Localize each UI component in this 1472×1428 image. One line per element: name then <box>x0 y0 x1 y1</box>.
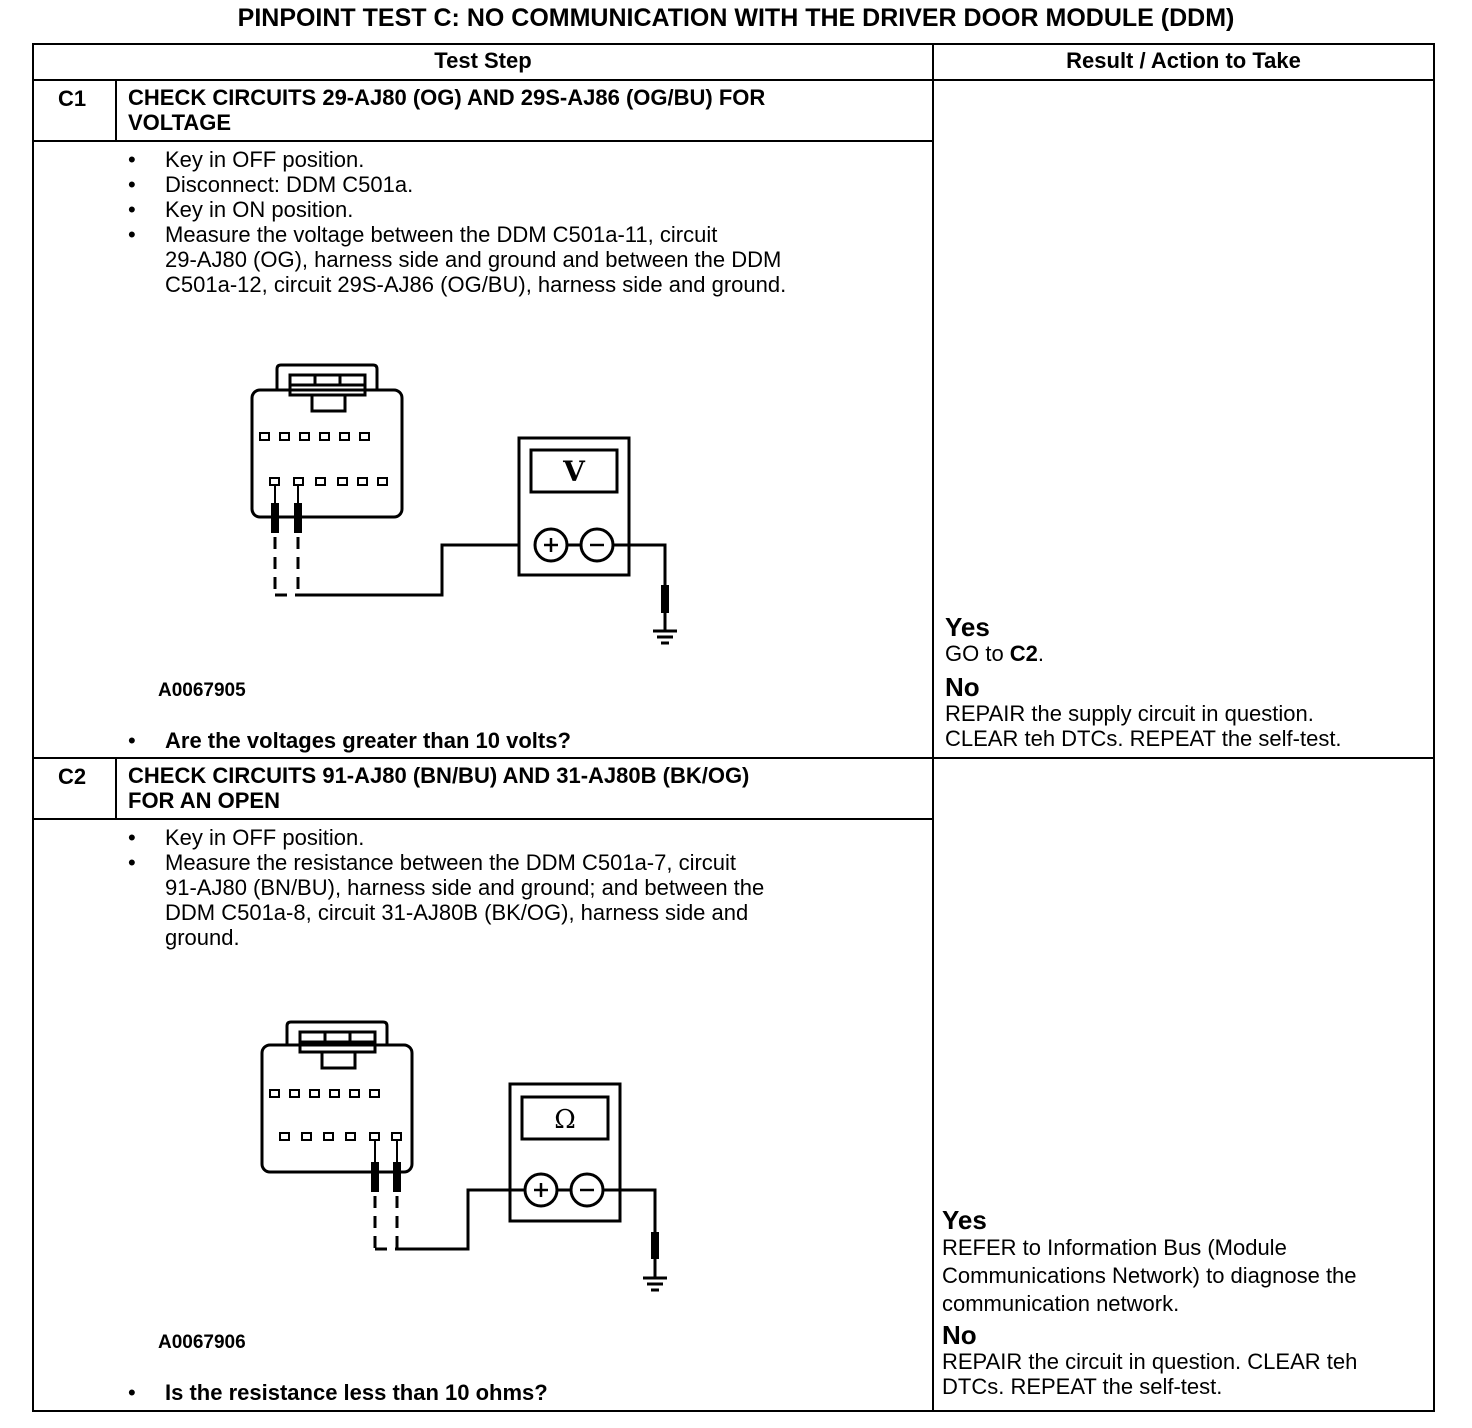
step-title: CHECK CIRCUITS 29-AJ80 (OG) AND 29S-AJ86 (OG/BU) FOR VOLTAGE <box>128 85 766 135</box>
header-test-step: Test Step <box>434 48 532 73</box>
step-instructions <box>128 147 786 297</box>
step-instructions <box>128 825 764 950</box>
page-title: PINPOINT TEST C: NO COMMUNICATION WITH THE DRIVER DOOR MODULE (DDM) <box>237 4 1235 32</box>
result-c2: Yes REFER to Information Bus (Module Communications Network) to diagnose the communication network. No REPAIR the circuit in question. CLEAR teh DTCs. REPEAT the self-test. <box>942 1205 1358 1399</box>
step-title: CHECK CIRCUITS 91-AJ80 (BN/BU) AND 31-AJ80B (BK/OG) FOR AN OPEN <box>128 763 750 813</box>
list-item: • Key in OFF position. <box>128 147 786 172</box>
step-question: • Are the voltages greater than 10 volts? <box>128 728 571 753</box>
step-question: • Is the resistance less than 10 ohms? <box>128 1380 548 1405</box>
step-id: C1 <box>58 86 87 111</box>
no-label: No <box>942 1320 977 1350</box>
step-id: C2 <box>58 764 87 789</box>
yes-label: Yes <box>942 1205 987 1235</box>
list-item: • Key in ON position. <box>128 197 786 222</box>
meter-symbol: Ω <box>554 1105 576 1135</box>
list-item: • Measure the voltage between the DDM C501a-11, circuit 29-AJ80 (OG), harness side and ground and between the DDM C501a-12, circuit 29S-AJ86 (OG/BU), harness side and ground. <box>128 222 786 297</box>
figure-id: A0067906 <box>158 1332 246 1353</box>
figure-id: A0067905 <box>158 680 246 701</box>
header-result: Result / Action to Take <box>1066 48 1301 73</box>
yes-label: Yes <box>945 612 990 642</box>
list-item: • Measure the resistance between the DDM C501a-7, circuit 91-AJ80 (BN/BU), harness side and ground; and between the DDM C501a-8, circuit 31-AJ80B (BK/OG), harness side and ground. <box>128 850 764 950</box>
meter-symbol: V <box>563 455 585 488</box>
ohmmeter-diagram <box>250 1012 700 1302</box>
result-c1: Yes GO to C2. No REPAIR the supply circuit in question. CLEAR teh DTCs. REPEAT the self-test. <box>945 612 1342 751</box>
voltmeter-diagram <box>240 355 700 655</box>
no-label: No <box>945 672 980 702</box>
list-item: • Key in OFF position. <box>128 825 764 850</box>
list-item: • Disconnect: DDM C501a. <box>128 172 786 197</box>
goto-link[interactable]: C2 <box>1009 641 1038 666</box>
